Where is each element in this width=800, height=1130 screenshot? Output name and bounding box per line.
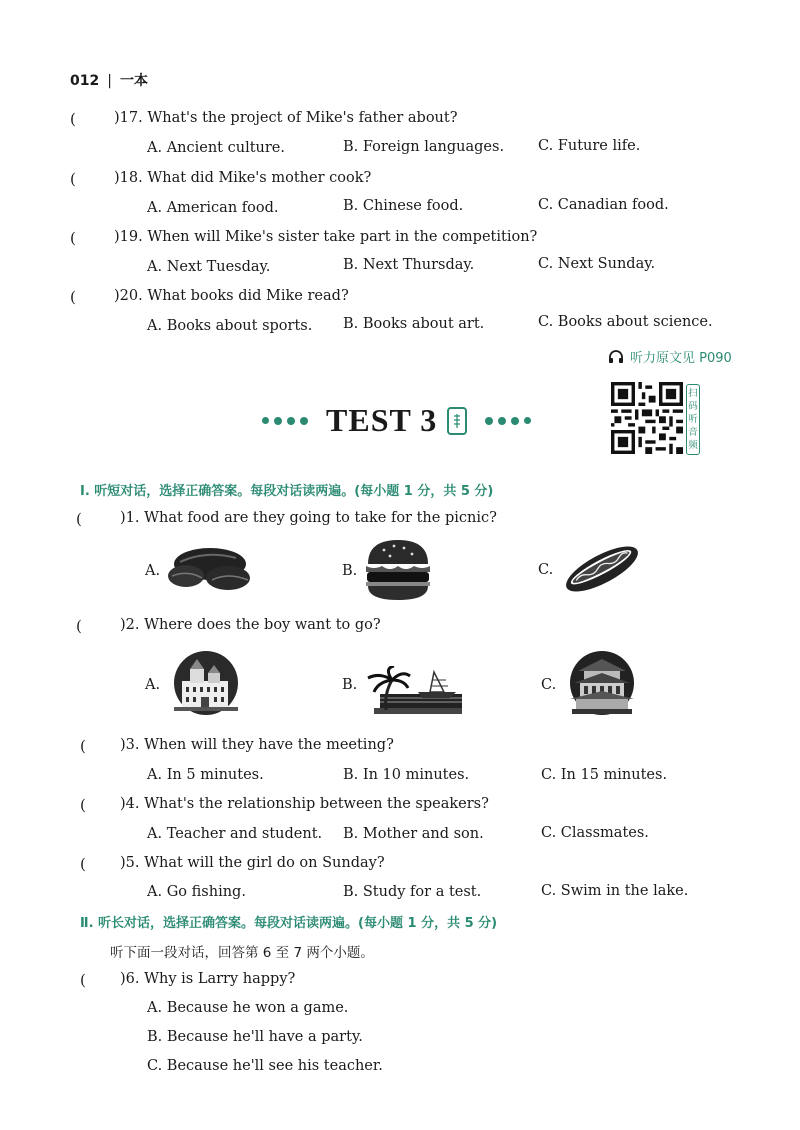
test-title-bar: [262, 402, 531, 439]
option-5a[interactable]: A. Go fishing.: [147, 884, 246, 900]
answer-paren[interactable]: (: [80, 737, 86, 755]
option-5c[interactable]: C. Swim in the lake.: [541, 883, 689, 899]
hamburger-picture[interactable]: [364, 536, 432, 604]
option-20c[interactable]: C. Books about science.: [538, 314, 713, 330]
option-2c-label[interactable]: C.: [541, 677, 557, 693]
option-18a[interactable]: A. American food.: [147, 200, 279, 216]
option-20b[interactable]: B. Books about art.: [343, 316, 485, 332]
answer-paren[interactable]: (: [70, 288, 76, 306]
beach-picture[interactable]: [360, 666, 462, 718]
answer-paren[interactable]: (: [70, 170, 76, 188]
castle-picture[interactable]: [166, 647, 246, 717]
temple-picture[interactable]: [560, 647, 642, 719]
answer-paren[interactable]: (: [76, 510, 82, 528]
option-5b[interactable]: B. Study for a test.: [343, 884, 482, 900]
book-name: 一本: [119, 73, 148, 89]
answer-paren[interactable]: (: [80, 796, 86, 814]
header-separator: |: [107, 73, 112, 89]
option-4c[interactable]: C. Classmates.: [541, 825, 649, 841]
page-number: 012: [70, 73, 100, 89]
section-1-heading: Ⅰ. 听短对话，选择正确答案。每段对话读两遍。(每小题 1 分，共 5 分): [80, 484, 494, 499]
right-dots: [485, 417, 531, 425]
question-2: )2. Where does the boy want to go?: [120, 617, 381, 633]
bread-picture[interactable]: [166, 542, 254, 594]
option-2b-label[interactable]: B.: [342, 677, 358, 693]
answer-paren[interactable]: (: [80, 855, 86, 873]
option-6c[interactable]: C. Because he'll see his teacher.: [147, 1058, 383, 1074]
option-6b[interactable]: B. Because he'll have a party.: [147, 1029, 363, 1045]
option-17c[interactable]: C. Future life.: [538, 138, 641, 154]
option-4b[interactable]: B. Mother and son.: [343, 826, 484, 842]
section-2-heading: Ⅱ. 听长对话，选择正确答案。每段对话读两遍。(每小题 1 分，共 5 分): [80, 916, 498, 931]
option-19c[interactable]: C. Next Sunday.: [538, 256, 656, 272]
option-20a[interactable]: A. Books about sports.: [147, 318, 313, 334]
answer-paren[interactable]: (: [70, 229, 76, 247]
option-18b[interactable]: B. Chinese food.: [343, 198, 464, 214]
answer-paren[interactable]: (: [80, 971, 86, 989]
section-2-instruction: 听下面一段对话，回答第 6 至 7 两个小题。: [110, 945, 374, 961]
test-badge-icon: [447, 407, 467, 435]
question-5: )5. What will the girl do on Sunday?: [120, 855, 385, 871]
option-19b[interactable]: B. Next Thursday.: [343, 257, 475, 273]
option-17b[interactable]: B. Foreign languages.: [343, 139, 505, 155]
test-title: TEST 3: [326, 402, 438, 438]
option-19a[interactable]: A. Next Tuesday.: [147, 259, 271, 275]
left-dots: [262, 417, 308, 425]
page-header: [70, 70, 148, 90]
option-3a[interactable]: A. In 5 minutes.: [147, 767, 264, 783]
option-1a-label[interactable]: A.: [145, 563, 161, 579]
hot-dog-picture[interactable]: [560, 540, 644, 598]
option-2a-label[interactable]: A.: [145, 677, 161, 693]
qr-side-label: 扫 码 听 音 频: [686, 384, 700, 455]
option-3b[interactable]: B. In 10 minutes.: [343, 767, 470, 783]
question-19: )19. When will Mike's sister take part in the competition?: [114, 229, 538, 245]
question-18: )18. What did Mike's mother cook?: [114, 170, 372, 186]
question-20: )20. What books did Mike read?: [114, 288, 349, 304]
answer-paren[interactable]: (: [76, 617, 82, 635]
answer-paren[interactable]: (: [70, 110, 76, 128]
option-6a[interactable]: A. Because he won a game.: [147, 1000, 349, 1016]
question-4: )4. What's the relationship between the speakers?: [120, 796, 489, 812]
audio-note-text: 听力原文见 P090: [630, 351, 732, 366]
option-18c[interactable]: C. Canadian food.: [538, 197, 669, 213]
option-17a[interactable]: A. Ancient culture.: [147, 140, 285, 156]
option-1b-label[interactable]: B.: [342, 563, 358, 579]
headphones-icon: [608, 349, 624, 364]
question-17: )17. What's the project of Mike's father about?: [114, 110, 458, 126]
question-6: )6. Why is Larry happy?: [120, 971, 296, 987]
audio-note[interactable]: [608, 347, 732, 366]
option-1c-label[interactable]: C.: [538, 562, 554, 578]
qr-code[interactable]: [611, 382, 683, 454]
option-4a[interactable]: A. Teacher and student.: [147, 826, 323, 842]
option-3c[interactable]: C. In 15 minutes.: [541, 767, 668, 783]
question-3: )3. When will they have the meeting?: [120, 737, 394, 753]
question-1: )1. What food are they going to take for the picnic?: [120, 510, 497, 526]
